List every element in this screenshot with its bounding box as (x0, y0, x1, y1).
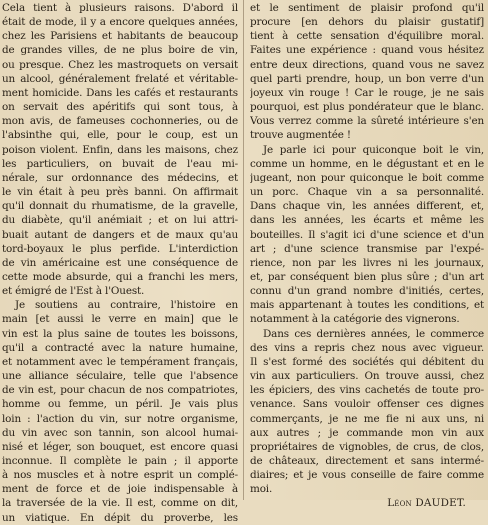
text-line: nérale, sur ordonnance des médecins, et (2, 171, 238, 184)
text-line: notamment à la catégorie des vignerons. (250, 313, 460, 326)
text-line: vin est la plus saine de toutes les boissons, (2, 327, 238, 340)
text-line: nisé et léger, son bouquet, est encore quasi (2, 440, 238, 453)
text-line: de vin est, pour chacun de nos compatriotes, (2, 384, 238, 397)
text-line: jugeant, non pour quiconque le boit comme (250, 171, 484, 184)
text-line: art ; d'une science transmise par l'expé- (250, 242, 484, 255)
text-line: les particuliers, on buvait de l'eau mi- (2, 157, 238, 170)
text-line: ment de force et de joie indispensable à (2, 483, 238, 496)
text-line: Je parle ici pour quiconque boit le vin, (263, 143, 484, 156)
text-line: diaires; et je vous conseille de faire comme (250, 469, 484, 482)
text-line: et émigré de l'Est à l'Ouest. (2, 285, 145, 298)
text-line: et le sentiment de plaisir profond qu'il (250, 2, 484, 14)
article-column-right (250, 1, 484, 511)
text-line: qu'il a contracté avec la nature humaine, (2, 341, 238, 354)
text-line: quel parti prendre, houp, un bon verre d'un (250, 72, 484, 85)
text-line: propriétaires de vignobles, de crus, de clos, (250, 440, 484, 453)
text-line: loin : l'action du vin, sur notre organisme, (2, 412, 238, 425)
text-line: rience, non par les livres ni les journaux, (250, 256, 484, 269)
text-line: un viatique. En dépit du proverbe, les (2, 511, 238, 524)
article-column-left (2, 1, 238, 525)
text-line: inconnue. Il complète le pain ; il apporte (2, 455, 238, 467)
text-line: ou presque. Chez les mastroquets on versait (2, 58, 238, 71)
text-line: commerçants, je ne me fie ni aux uns, ni (250, 412, 484, 425)
text-line: aux autres ; je commande mon vin aux (250, 426, 484, 439)
text-line: Dans ces dernières années, le commerce (263, 327, 484, 340)
text-line: vin aux particuliers. On trouve aussi, chez (250, 370, 484, 383)
text-line: et, par conséquent bien plus sûre ; d'un art (250, 270, 484, 283)
text-line: les épiciers, des vins cachetés de toute pro- (250, 384, 484, 397)
text-line: poison violent. Enfin, dans les maisons, chez (2, 143, 238, 156)
text-line: un alcool, généralement frelaté et véritable- (2, 72, 238, 85)
text-line: pourquoi, est plus pondérateur que le blanc. (250, 101, 484, 114)
text-line: Cela tient à plusieurs raisons. D'abord il (2, 2, 238, 14)
text-line: l'absinthe qui, elle, pour le coup, est un (2, 129, 238, 142)
text-line: homme ou femme, un péril. Je vais plus (2, 398, 238, 411)
text-line: Il s'est formé des sociétés qui débitent du (250, 355, 484, 368)
text-line: procure [en dehors du plaisir gustatif] (250, 16, 484, 29)
text-line: joyeux vin rouge ! Car le rouge, je ne sais (250, 86, 484, 99)
text-line: tord-boyaux le plus perfide. L'interdiction (2, 242, 238, 255)
text-line: et notamment avec le tempérament français, (2, 355, 238, 368)
text-line: comme un homme, en le dégustant et en le (250, 157, 484, 170)
text-line: Faites une expérience : quand vous hésitez (250, 44, 484, 57)
text-line: mais appartenant à toutes les conditions, et (250, 299, 484, 312)
column-divider (243, 0, 244, 500)
text-line: trouve augmentée ! (250, 129, 351, 142)
text-line: une alliance séculaire, telle que l'absence (2, 370, 238, 383)
text-line: entre deux directions, quand vous ne savez (250, 58, 484, 71)
text-line: du vin avec son tannin, son alcool humai- (2, 426, 238, 439)
text-line: à nos muscles et à notre esprit un complé- (2, 469, 238, 482)
text-line: buait autant de dangers et de maux qu'au (2, 228, 238, 241)
text-line: moi. (250, 483, 273, 496)
text-line: Dans chaque vin, les années different, et, (250, 200, 484, 213)
text-line: était de mode, il y a encore quelques années, (2, 16, 238, 29)
text-line: main [et aussi le verre en main] que le (2, 313, 238, 326)
text-line: de châteaux, directement et sans intermé- (250, 455, 484, 467)
text-line: bouteilles. Il s'agit ici d'une science et d'un (250, 228, 484, 241)
text-line: Je soutiens au contraire, l'histoire en (15, 299, 238, 312)
text-line: dans les années, les écarts et même les (250, 214, 484, 227)
text-line: mon avis, de fameuses cochonneries, ou de (2, 115, 238, 128)
text-line: cette mode absurde, qui a franchi les mers, (2, 270, 238, 283)
text-line: connu d'un grand nombre d'initiés, certes, (250, 285, 484, 298)
text-line: un porc. Chaque vin a sa personnalité. (250, 186, 484, 199)
signature-line (250, 496, 484, 510)
text-line: venance. Sans vouloir offenser ces dignes (250, 398, 484, 411)
text-line: on servait des apéritifs qui sont tous, à (2, 101, 238, 114)
text-line: de grandes villes, de ne plus boire de vin, (2, 44, 238, 57)
text-line: des vins a repris chez nous avec vigueur. (250, 341, 484, 354)
text-line: Vous verrez comme la sûreté intérieure s'en (250, 115, 484, 128)
text-line: de vin américaine est une conséquence de (2, 256, 238, 269)
text-line: qu'il donnait du rhumatisme, de la gravelle, (2, 200, 238, 213)
author-signature: Léon DAUDET. (387, 497, 466, 510)
text-line: le vin était à peu près banni. On affirmait (2, 186, 238, 199)
text-line: la traversée de la vie. Il est, comme on dit, (2, 497, 238, 510)
text-line: chez les Parisiens et habitants de beaucoup (2, 30, 238, 43)
text-line: ment homicide. Dans les cafés et restaurants (2, 86, 238, 99)
text-line: du diabète, qu'il anémiait ; et on lui attri- (2, 214, 238, 227)
text-line: tient à cette sensation d'équilibre moral. (250, 30, 484, 43)
